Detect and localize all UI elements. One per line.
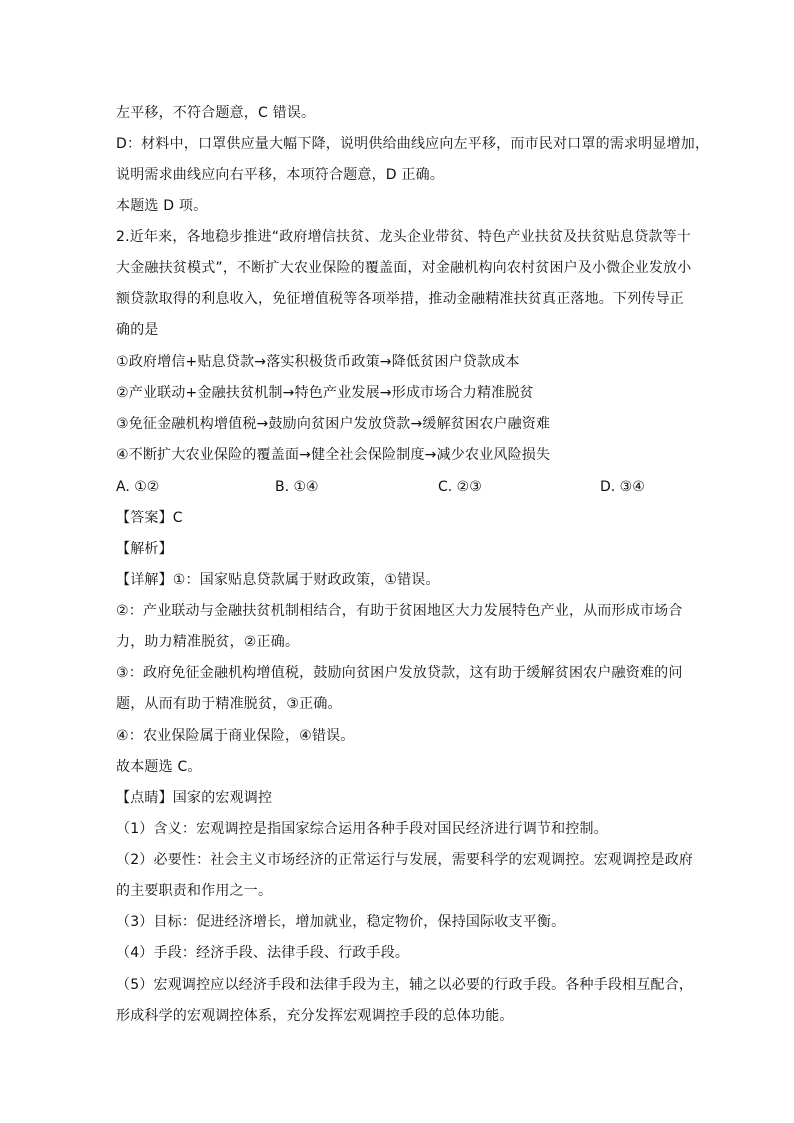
text-line: 左平移，不符合题意，C 错误。 (116, 105, 316, 121)
key-point-line: （5）宏观调控应以经济手段和法律手段为主，辅之以必要的行政手段。各种手段相互配合， (116, 977, 694, 993)
statement-1: ①政府增信+贴息贷款→落实积极货币政策→降低贫困户贷款成本 (116, 354, 520, 370)
key-point-line: （4）手段：经济手段、法律手段、行政手段。 (116, 945, 410, 961)
key-point-line: 形成科学的宏观调控体系，充分发挥宏观调控手段的总体功能。 (116, 1008, 514, 1024)
key-point-line: 的主要职责和作用之一。 (116, 883, 273, 899)
text-line: 本题选 D 项。 (116, 198, 208, 214)
statement-4: ④不断扩大农业保险的覆盖面→健全社会保险制度→减少农业风险损失 (116, 447, 551, 463)
option-c: C. ②③ (438, 479, 482, 495)
key-point-line: （3）目标：促进经济增长，增加就业，稳定物价，保持国际收支平衡。 (116, 914, 566, 930)
answer-line: 【答案】C (116, 510, 183, 526)
detail-line: ④：农业保险属于商业保险，④错误。 (116, 728, 355, 744)
statement-2: ②产业联动+金融扶贫机制→特色产业发展→形成市场合力精准脱贫 (116, 385, 534, 401)
key-point-heading: 【点睛】国家的宏观调控 (116, 790, 273, 806)
question-stem-line: 额贷款取得的利息收入，免征增值税等各项举措，推动金融精准扶贫真正落地。下列传导正 (116, 291, 684, 307)
question-stem-line: 大金融扶贫模式”，不断扩大农业保险的覆盖面，对金融机构向农村贫困户及小微企业发放小 (116, 260, 692, 276)
detail-line: 【详解】①：国家贴息贷款属于财政政策，①错误。 (116, 572, 440, 588)
text-line: D：材料中，口罩供应量大幅下降，说明供给曲线应向左平移，而市民对口罩的需求明显增加， (116, 136, 710, 152)
analysis-label: 【解析】 (116, 541, 173, 557)
text-line: 说明需求曲线应向右平移，本项符合题意，D 正确。 (116, 167, 445, 183)
option-a: A. ①② (116, 479, 160, 495)
question-stem-line: 2.近年来，各地稳步推进“政府增信扶贫、龙头企业带贫、特色产业扶贫及扶贫贴息贷款等十 (116, 229, 692, 245)
statement-3: ③免征金融机构增值税→鼓励向贫困户发放贷款→缓解贫困农户融资难 (116, 416, 551, 432)
detail-line: ②：产业联动与金融扶贫机制相结合，有助于贫困地区大力发展特色产业，从而形成市场合 (116, 603, 683, 619)
detail-line: 力，助力精准脱贫，②正确。 (116, 634, 300, 650)
option-d: D. ③④ (600, 479, 645, 495)
detail-line: 题，从而有助于精准脱贫，③正确。 (116, 696, 342, 712)
option-b: B. ①④ (275, 479, 319, 495)
key-point-line: （1）含义：宏观调控是指国家综合运用各种手段对国民经济进行调节和控制。 (116, 821, 608, 837)
question-stem-line: 确的是 (116, 322, 159, 338)
detail-line: 故本题选 C。 (116, 759, 202, 775)
detail-line: ③：政府免征金融机构增值税，鼓励向贫困户发放贷款，这有助于缓解贫困农户融资难的问 (116, 665, 683, 681)
key-point-line: （2）必要性：社会主义市场经济的正常运行与发展，需要科学的宏观调控。宏观调控是政府 (116, 852, 694, 868)
